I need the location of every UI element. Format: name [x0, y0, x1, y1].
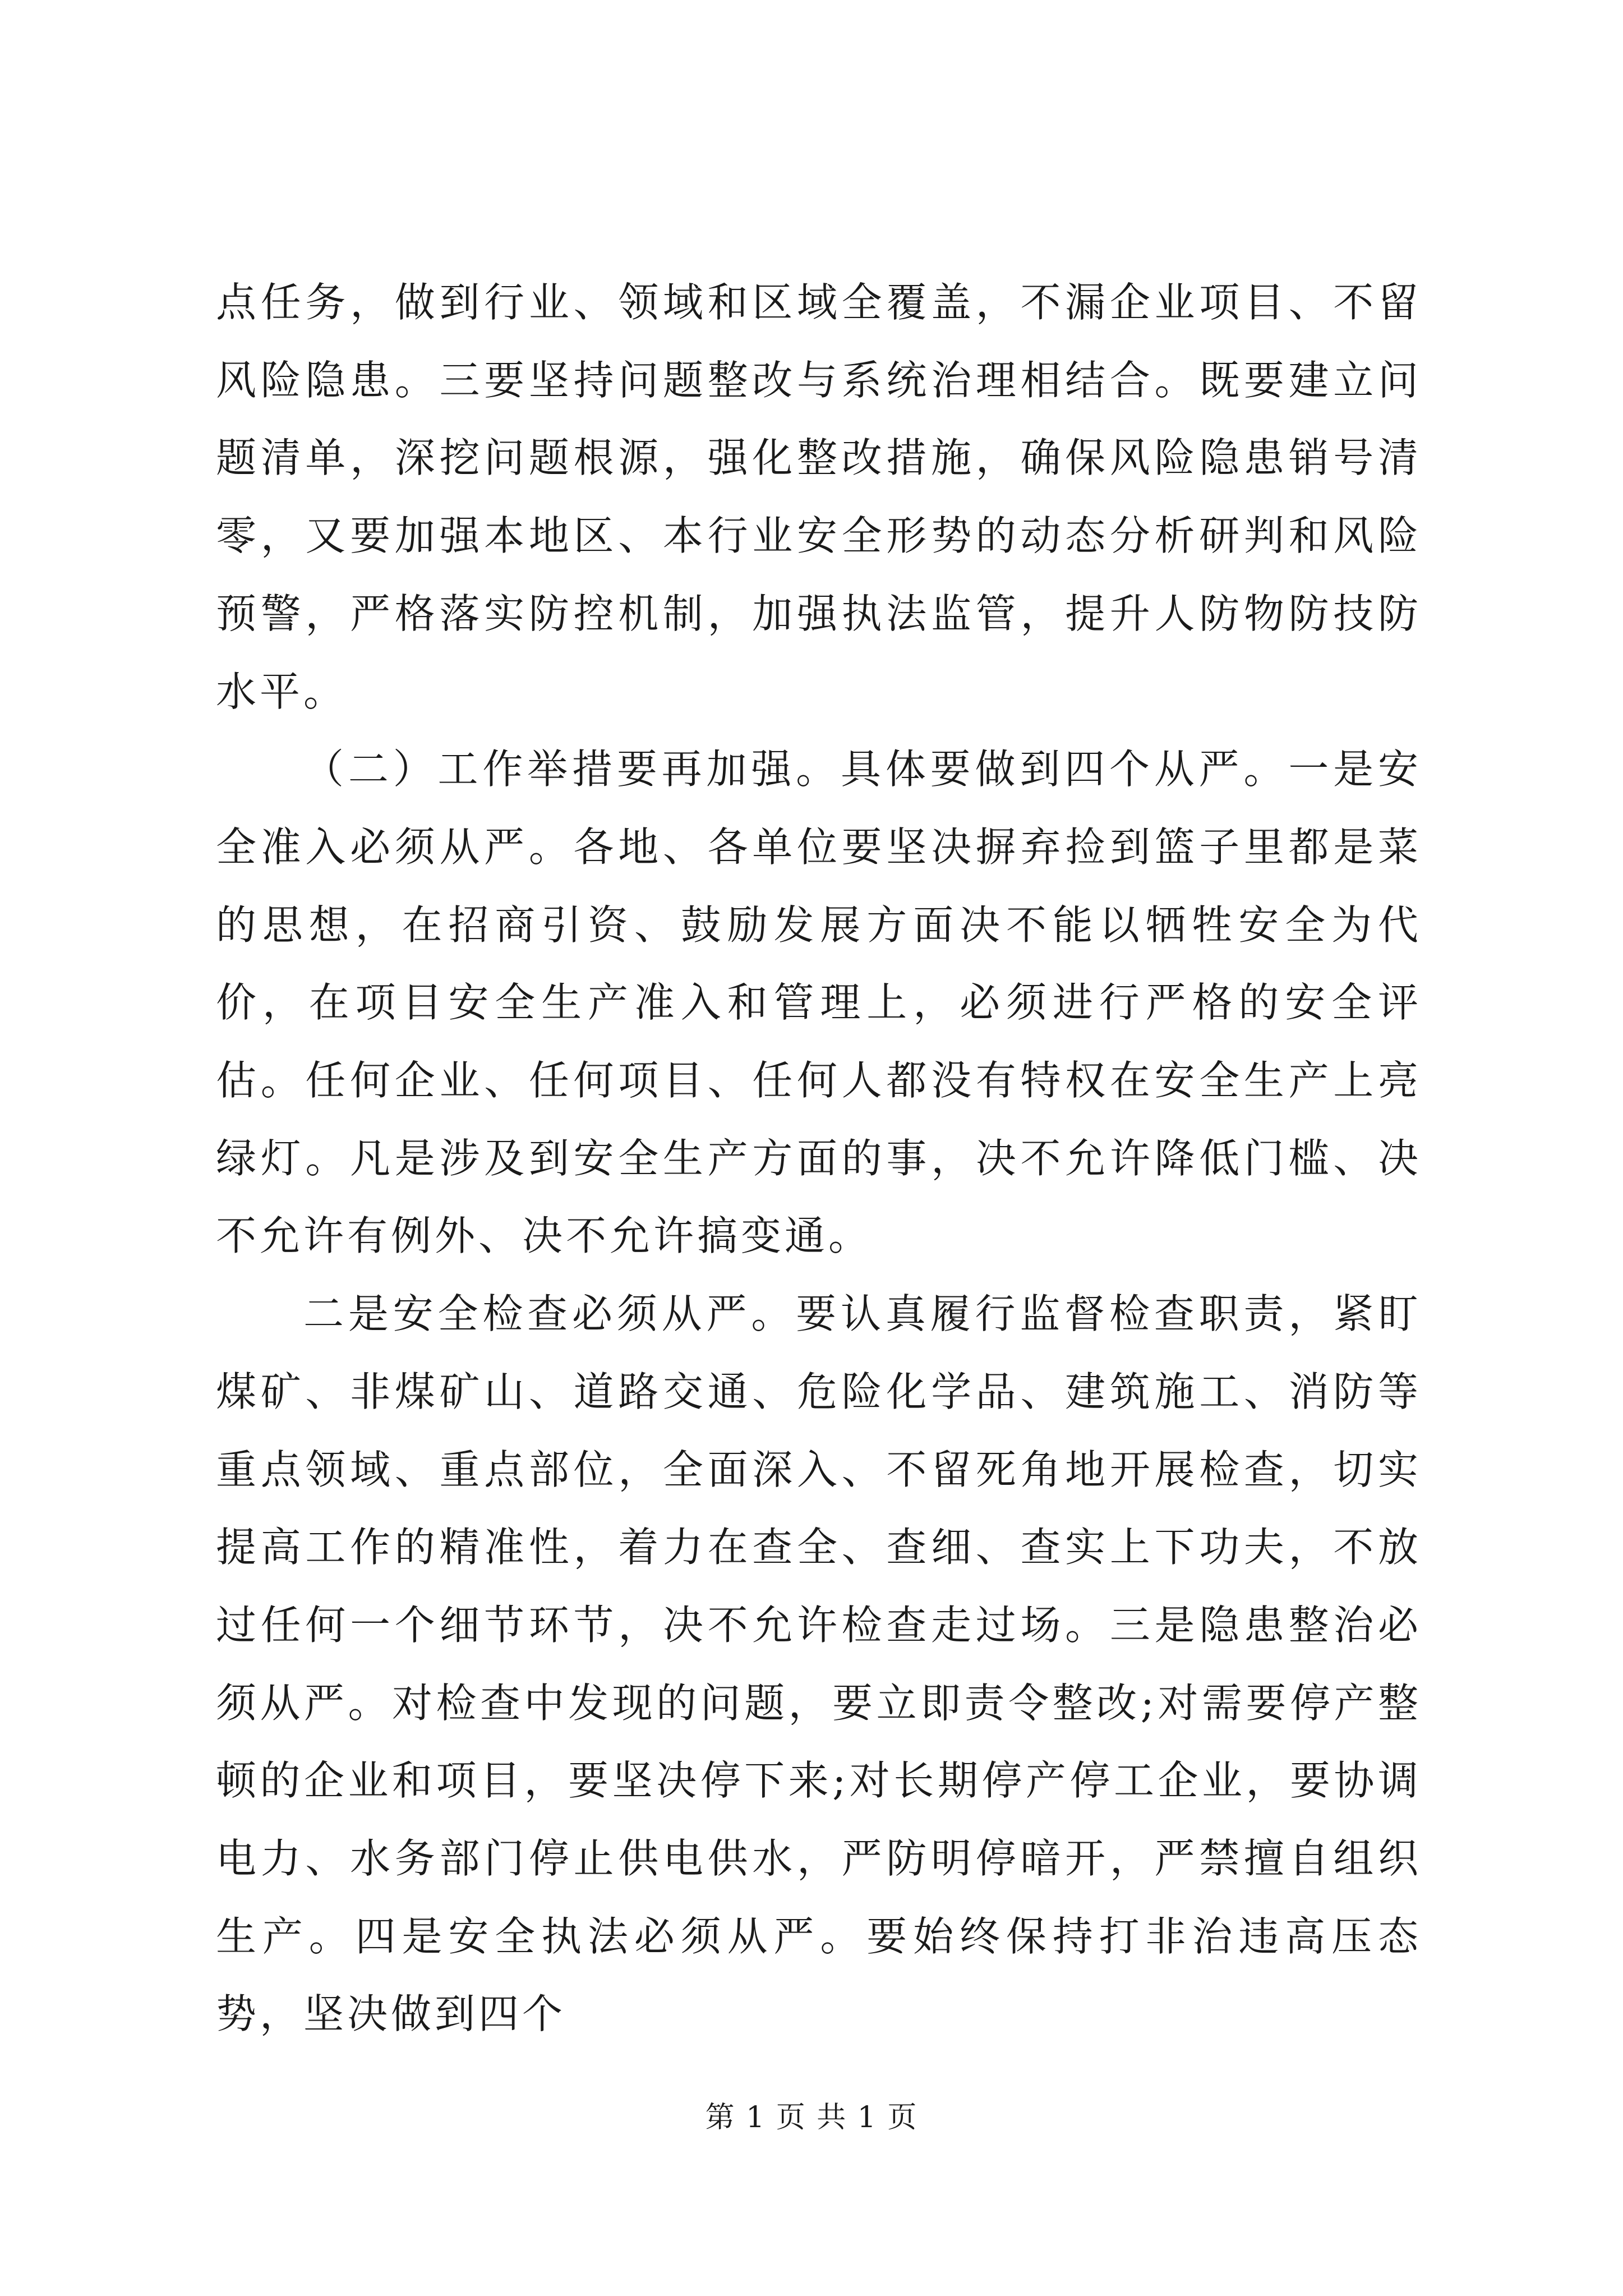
page-number-footer: 第 1 页 共 1 页: [705, 2101, 918, 2134]
paragraph-2: （二）工作举措要再加强。具体要做到四个从严。一是安全准入必须从严。各地、各单位要坚决摒弃捡到篮子里都是菜的思想，在招商引资、鼓励发展方面决不能以牺牲安全为代价，在项目安全生产准入和管理上，必须进行严格的安全评估。任何企业、任何项目、任何人都没有特权在安全生产上亮绿灯。凡是涉及到安全生产方面的事，决不允许降低门槛、决不允许有例外、决不允许搞变通。: [216, 746, 1422, 1260]
document-body: [216, 264, 1422, 2053]
paragraph-1: 点任务，做到行业、领域和区域全覆盖，不漏企业项目、不留风险隐患。三要坚持问题整改与系统治理相结合。既要建立问题清单，深挖问题根源，强化整改措施，确保风险隐患销号清零，又要加强本地区、本行业安全形势的动态分析研判和风险预警，严格落实防控机制，加强执法监管，提升人防物防技防水平。: [216, 279, 1422, 715]
paragraph-3: 二是安全检查必须从严。要认真履行监督检查职责，紧盯煤矿、非煤矿山、道路交通、危险化学品、建筑施工、消防等重点领域、重点部位，全面深入、不留死角地开展检查，切实提高工作的精准性，着力在查全、查细、查实上下功夫，不放过任何一个细节环节，决不允许检查走过场。三是隐患整治必须从严。对检查中发现的问题，要立即责令整改;对需要停产整顿的企业和项目，要坚决停下来;对长期停产停工企业，要协调电力、水务部门停止供电供水，严防明停暗开，严禁擅自组织生产。四是安全执法必须从严。要始终保持打非治违高压态势，坚决做到四个: [216, 1290, 1422, 2038]
